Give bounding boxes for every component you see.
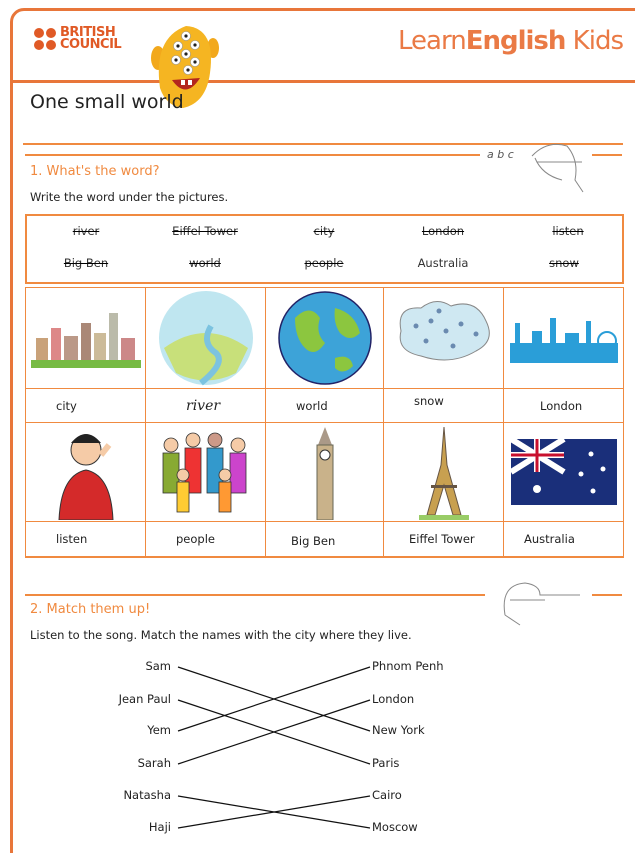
match-name[interactable]: Jean Paul bbox=[118, 692, 171, 706]
word-bank-item: Big Ben bbox=[63, 256, 109, 270]
word-bank-item: Australia bbox=[417, 256, 469, 270]
match-name[interactable]: Yem bbox=[147, 723, 171, 737]
answer-world: world bbox=[266, 389, 384, 423]
match-city[interactable]: London bbox=[372, 692, 415, 706]
match-city[interactable]: Paris bbox=[372, 756, 400, 770]
answer-listen: listen bbox=[26, 522, 146, 557]
match-city[interactable]: New York bbox=[372, 723, 425, 737]
match-name[interactable]: Natasha bbox=[123, 788, 171, 802]
word-bank-item: river bbox=[72, 224, 100, 238]
learnenglish-kids-logo: LearnEnglish Kids bbox=[398, 26, 623, 56]
word-bank-item: world bbox=[189, 256, 221, 270]
answer-people: people bbox=[146, 522, 266, 557]
section2-instruction: Listen to the song. Match the names with the city where they live. bbox=[30, 628, 412, 642]
match-city[interactable]: Cairo bbox=[372, 788, 402, 802]
word-bank-item: Eiffel Tower bbox=[172, 224, 238, 238]
answer-eiffel-tower: Eiffel Tower bbox=[384, 522, 504, 557]
section1-instruction: Write the word under the pictures. bbox=[30, 190, 229, 204]
word-bank-item: London bbox=[421, 224, 465, 238]
word-bank-item: people bbox=[304, 256, 344, 270]
answer-snow: snow bbox=[384, 389, 504, 423]
word-bank-item: snow bbox=[549, 256, 579, 270]
match-city[interactable]: Phnom Penh bbox=[372, 659, 444, 673]
match-name[interactable]: Sarah bbox=[137, 756, 171, 770]
match-name[interactable]: Sam bbox=[145, 659, 171, 673]
section1-heading: 1. What's the word? bbox=[30, 164, 160, 179]
section2-heading: 2. Match them up! bbox=[30, 602, 151, 617]
answer-australia: Australia bbox=[504, 522, 623, 557]
answer-big-ben: Big Ben bbox=[266, 522, 384, 557]
worksheet-page: BRITISH COUNCIL LearnEnglish Kids One small world a b c 1. What's the word? Write the word under the pictures. river Eiffel Tower city London listen Big Ben world people Australia snow city river world snow London listen people Big Ben Eiffel Tower Australia 2. Match them up! Listen to the song. Match the names with the city where they live. Sam Jean Paul Yem Sarah Natasha Haji Phnom Penh London New York Paris Cairo Moscow bbox=[0, 0, 635, 853]
page-title: One small world bbox=[30, 91, 184, 113]
match-name[interactable]: Haji bbox=[148, 820, 171, 834]
word-bank-item: listen bbox=[552, 224, 584, 238]
answer-river: river bbox=[146, 389, 266, 423]
brand-line2: COUNCIL bbox=[60, 37, 122, 52]
answer-london: London bbox=[504, 389, 623, 423]
word-bank-item: city bbox=[313, 224, 335, 238]
brand-line1: BRITISH bbox=[60, 25, 116, 40]
match-city[interactable]: Moscow bbox=[372, 820, 418, 834]
answer-city: city bbox=[26, 389, 146, 423]
